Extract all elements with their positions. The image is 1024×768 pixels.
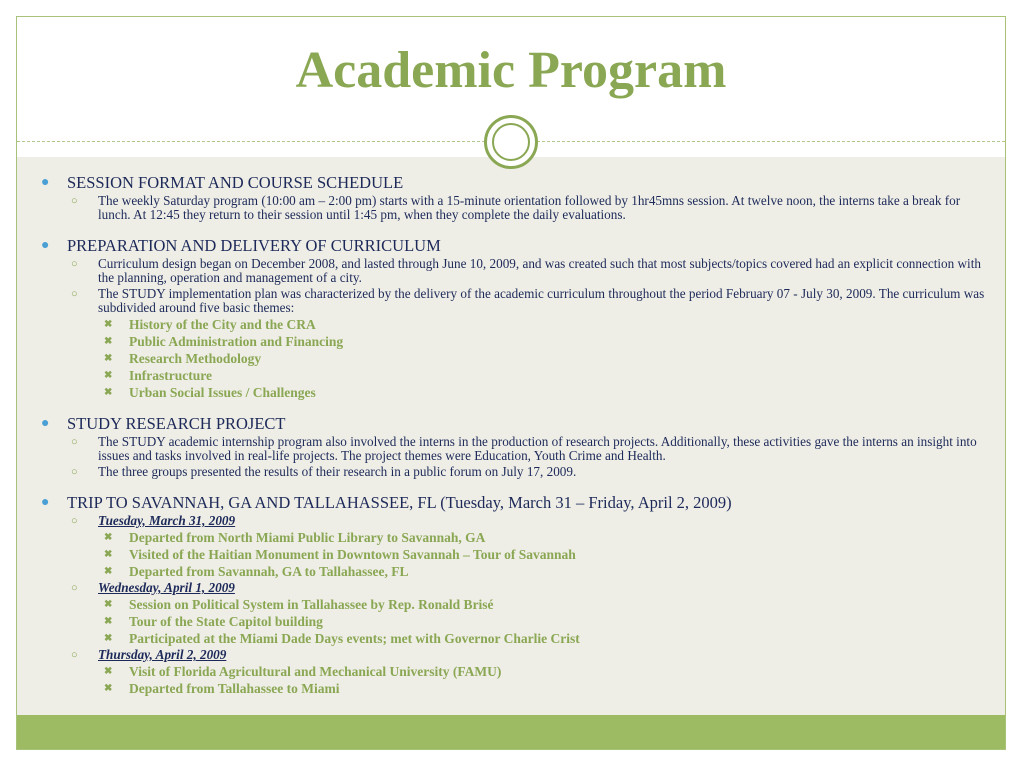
list-item [39, 287, 989, 315]
cross-bullet-icon: ✖ [104, 319, 113, 330]
section-heading [39, 236, 989, 255]
cross-bullet-icon: ✖ [104, 353, 113, 364]
theme-item [39, 385, 989, 400]
theme-text: History of the City and the CRA [129, 317, 316, 332]
cross-bullet-icon: ✖ [104, 387, 113, 398]
cross-bullet-icon: ✖ [104, 616, 113, 627]
trip-day-date-text: Thursday, April 2, 2009 [98, 647, 227, 662]
section-heading [39, 414, 989, 433]
trip-day-date [39, 648, 989, 662]
trip-event-text: Visit of Florida Agricultural and Mechanical University (FAMU) [129, 664, 502, 679]
trip-event [39, 530, 989, 545]
trip-event-text: Visited of the Haitian Monument in Downtown Savannah – Tour of Savannah [129, 547, 576, 562]
trip-event-text: Tour of the State Capitol building [129, 614, 323, 629]
section-heading-text: TRIP TO SAVANNAH, GA AND TALLAHASSEE, FL (Tuesday, March 31 – Friday, April 2, 2009) [67, 493, 732, 512]
trip-event [39, 631, 989, 646]
hollow-circle-bullet-icon: ○ [71, 649, 78, 661]
round-bullet-icon: ● [41, 175, 50, 190]
trip-event [39, 547, 989, 562]
cross-bullet-icon: ✖ [104, 566, 113, 577]
cross-bullet-icon: ✖ [104, 336, 113, 347]
trip-event-text: Departed from Savannah, GA to Tallahassee, FL [129, 564, 409, 579]
list-item-text: The weekly Saturday program (10:00 am – 2:00 pm) starts with a 15-minute orientation followed by 1hr45mns session. At twelve noon, the interns take a break for lunch. At 12:45 they return to their session until 1:45 pm, when they complete the daily evaluations. [98, 193, 961, 222]
cross-bullet-icon: ✖ [104, 599, 113, 610]
trip-event-text: Participated at the Miami Dade Days events; met with Governor Charlie Crist [129, 631, 580, 646]
ring-ornament-icon [484, 115, 538, 169]
footer-bar [17, 715, 1005, 749]
trip-event-text: Departed from North Miami Public Library to Savannah, GA [129, 530, 486, 545]
section-heading [39, 173, 989, 192]
round-bullet-icon: ● [41, 416, 50, 431]
theme-text: Infrastructure [129, 368, 212, 383]
hollow-circle-bullet-icon: ○ [71, 288, 78, 300]
list-item-text: The STUDY implementation plan was characterized by the delivery of the academic curriculum throughout the period February 07 - July 30, 2009. The curriculum was subdivided around five basic themes: [98, 286, 985, 315]
content-list [39, 173, 989, 696]
list-item [39, 465, 989, 479]
cross-bullet-icon: ✖ [104, 666, 113, 677]
trip-event [39, 664, 989, 679]
theme-item [39, 351, 989, 366]
trip-day-date [39, 514, 989, 528]
theme-text: Public Administration and Financing [129, 334, 344, 349]
trip-day-date-text: Wednesday, April 1, 2009 [98, 580, 235, 595]
inner-ring-icon [492, 123, 530, 161]
round-bullet-icon: ● [41, 495, 50, 510]
theme-text: Research Methodology [129, 351, 262, 366]
trip-day-date [39, 581, 989, 595]
hollow-circle-bullet-icon: ○ [71, 258, 78, 270]
list-item [39, 194, 989, 222]
hollow-circle-bullet-icon: ○ [71, 515, 78, 527]
slide [16, 16, 1006, 750]
list-item-text: The STUDY academic internship program also involved the interns in the production of research projects. Additionally, these activities gave the interns an insight into issues and tasks involved in real-life projects. The project themes were Education, Youth Crime and Health. [98, 434, 977, 463]
section-heading-text: PREPARATION AND DELIVERY OF CURRICULUM [67, 236, 441, 255]
section-heading-text: STUDY RESEARCH PROJECT [67, 414, 286, 433]
cross-bullet-icon: ✖ [104, 633, 113, 644]
round-bullet-icon: ● [41, 238, 50, 253]
list-item [39, 435, 989, 463]
cross-bullet-icon: ✖ [104, 370, 113, 381]
slide-title: Academic Program [295, 42, 727, 99]
cross-bullet-icon: ✖ [104, 683, 113, 694]
theme-item [39, 368, 989, 383]
content-area [17, 157, 1005, 717]
list-item [39, 257, 989, 285]
theme-item [39, 334, 989, 349]
hollow-circle-bullet-icon: ○ [71, 582, 78, 594]
section-heading-text: SESSION FORMAT AND COURSE SCHEDULE [67, 173, 404, 192]
hollow-circle-bullet-icon: ○ [71, 436, 78, 448]
hollow-circle-bullet-icon: ○ [71, 466, 78, 478]
list-item-text: Curriculum design began on December 2008, and lasted through June 10, 2009, and was created such that most subjects/topics covered had an explicit connection with the planning, operation and management of a city. [98, 256, 981, 285]
trip-event [39, 597, 989, 612]
trip-event [39, 614, 989, 629]
theme-text: Urban Social Issues / Challenges [129, 385, 316, 400]
theme-item [39, 317, 989, 332]
section-heading [39, 493, 989, 512]
trip-event-text: Departed from Tallahassee to Miami [129, 681, 340, 696]
trip-day-date-text: Tuesday, March 31, 2009 [98, 513, 236, 528]
trip-event [39, 681, 989, 696]
cross-bullet-icon: ✖ [104, 549, 113, 560]
cross-bullet-icon: ✖ [104, 532, 113, 543]
trip-event-text: Session on Political System in Tallahassee by Rep. Ronald Brisé [129, 597, 494, 612]
trip-event [39, 564, 989, 579]
list-item-text: The three groups presented the results of their research in a public forum on July 17, 2009. [98, 464, 577, 479]
hollow-circle-bullet-icon: ○ [71, 195, 78, 207]
